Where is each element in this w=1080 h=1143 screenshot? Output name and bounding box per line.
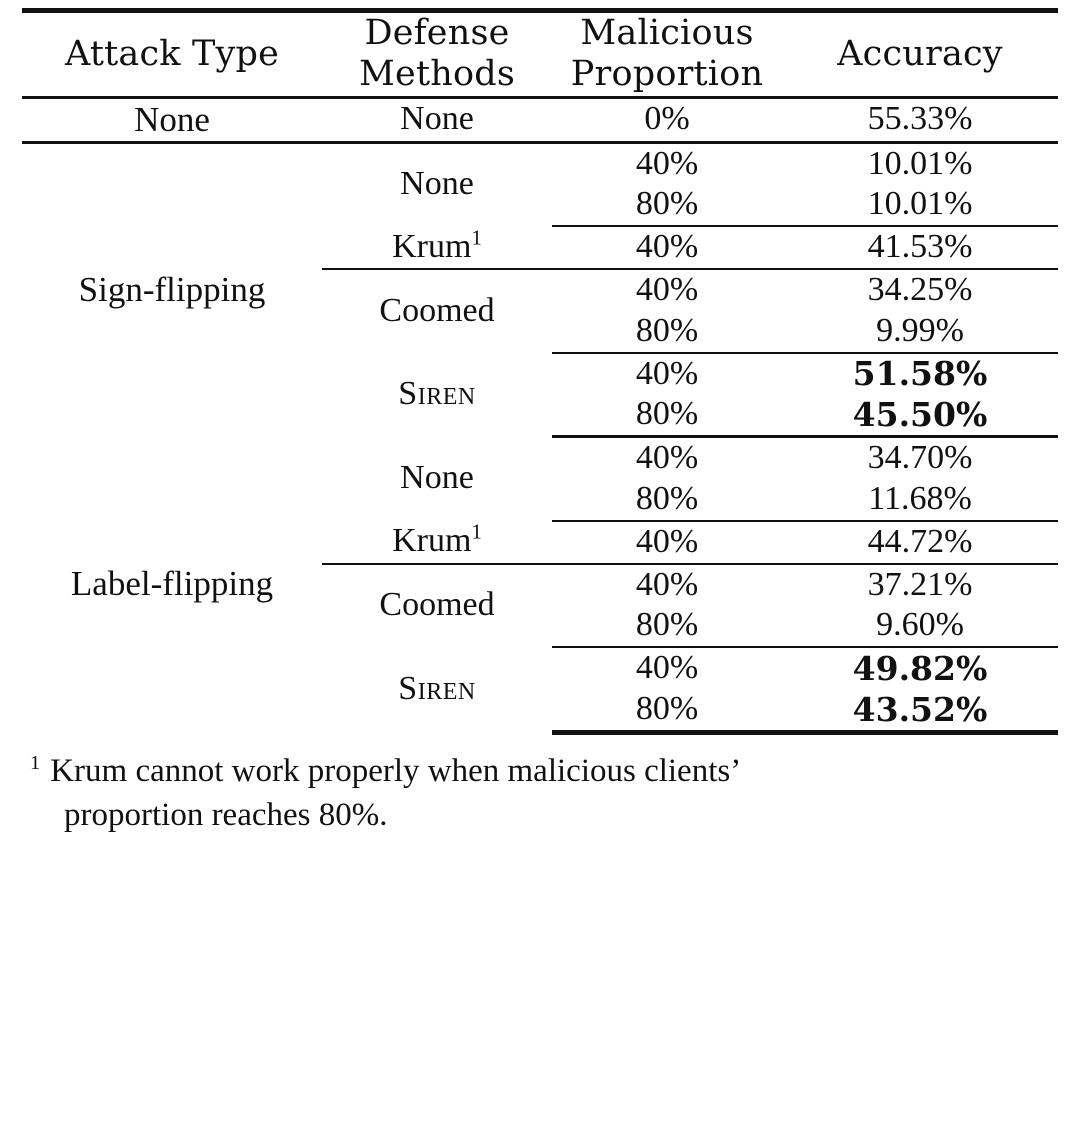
cell-accuracy: 34.25% (867, 270, 973, 308)
cell-defense-method: None (400, 459, 474, 497)
cell-accuracy: 11.68% (782, 479, 1058, 521)
column-header-defense-methods-line1: Defense (364, 13, 510, 53)
footnote-text-line2: proportion reaches 80%. (64, 797, 388, 834)
cell-malicious-proportion: 80% (552, 184, 782, 226)
cell-malicious-proportion: 80% (552, 689, 782, 732)
cell-accuracy: 41.53% (782, 226, 1058, 269)
column-header-defense-methods-line2: Methods (359, 54, 515, 95)
table-row (22, 142, 1058, 184)
cell-defense-method (322, 226, 552, 269)
cell-malicious-proportion: 40% (552, 521, 782, 564)
cell-malicious-proportion: 80% (552, 311, 782, 353)
table-footnote (0, 735, 1080, 838)
footnote-marker: 1 (30, 751, 41, 774)
cell-accuracy: 9.60% (782, 605, 1058, 647)
cell-malicious-proportion: 40% (552, 226, 782, 269)
table-header (22, 11, 1058, 98)
cell-defense-method: Siren (398, 375, 476, 413)
footnote-text-line1: Krum cannot work properly when malicious clients’ (50, 752, 742, 789)
column-header-accuracy (782, 11, 1058, 98)
cell-defense-method: Coomed (379, 291, 495, 329)
cell-attack-type: Label-flipping (70, 564, 274, 604)
cell-malicious-proportion: 40% (635, 354, 699, 392)
column-header-malicious-proportion-line1: Malicious (580, 13, 754, 53)
cell-malicious-proportion: 40% (635, 439, 699, 477)
results-table (22, 8, 1058, 735)
cell-malicious-proportion: 40% (635, 649, 699, 687)
header-row (22, 11, 1058, 98)
cell-malicious-proportion: 80% (552, 394, 782, 436)
cell-accuracy: 43.52% (782, 689, 1058, 732)
cell-malicious-proportion: 80% (552, 479, 782, 521)
cell-accuracy: 45.50% (782, 394, 1058, 436)
cell-accuracy: 10.01% (782, 184, 1058, 226)
table-row (22, 437, 1058, 479)
column-header-attack-type (22, 11, 322, 98)
table-row (22, 97, 1058, 142)
table-body-group-none (22, 97, 1058, 142)
table-body-group-sign-flipping (22, 142, 1058, 437)
cell-accuracy: 44.72% (782, 521, 1058, 564)
cell-defense-method: None (322, 97, 552, 142)
cell-accuracy: 51.58% (852, 354, 988, 394)
cell-malicious-proportion: 40% (635, 144, 699, 182)
column-header-attack-type-line1: Attack Type (64, 33, 280, 74)
cell-defense-method: None (400, 165, 474, 203)
column-header-malicious-proportion-line2: Proportion (570, 54, 764, 95)
table-body-group-label-flipping (22, 437, 1058, 733)
cell-attack-type: Sign-flipping (78, 270, 266, 310)
cell-attack-type: None (22, 97, 322, 142)
cell-accuracy: 49.82% (852, 648, 988, 688)
cell-accuracy: 34.70% (867, 439, 973, 477)
cell-defense-method: Coomed (379, 586, 495, 624)
cell-defense-method-label: Krum (392, 522, 472, 560)
footnote-marker: 1 (471, 519, 482, 544)
cell-defense-method (322, 521, 552, 564)
cell-accuracy: 55.33% (782, 97, 1058, 142)
column-header-malicious-proportion (552, 11, 782, 98)
column-header-defense-methods (322, 11, 552, 98)
cell-defense-method-label: Krum (392, 227, 472, 265)
footnote-marker: 1 (471, 225, 482, 250)
cell-malicious-proportion: 80% (552, 605, 782, 647)
cell-accuracy: 9.99% (782, 311, 1058, 353)
cell-accuracy: 37.21% (867, 565, 973, 603)
cell-defense-method: Siren (398, 670, 476, 708)
cell-accuracy: 10.01% (867, 144, 973, 182)
cell-malicious-proportion: 40% (635, 270, 699, 308)
column-header-accuracy-line1: Accuracy (837, 33, 1003, 74)
cell-malicious-proportion: 40% (635, 565, 699, 603)
cell-malicious-proportion: 0% (552, 97, 782, 142)
